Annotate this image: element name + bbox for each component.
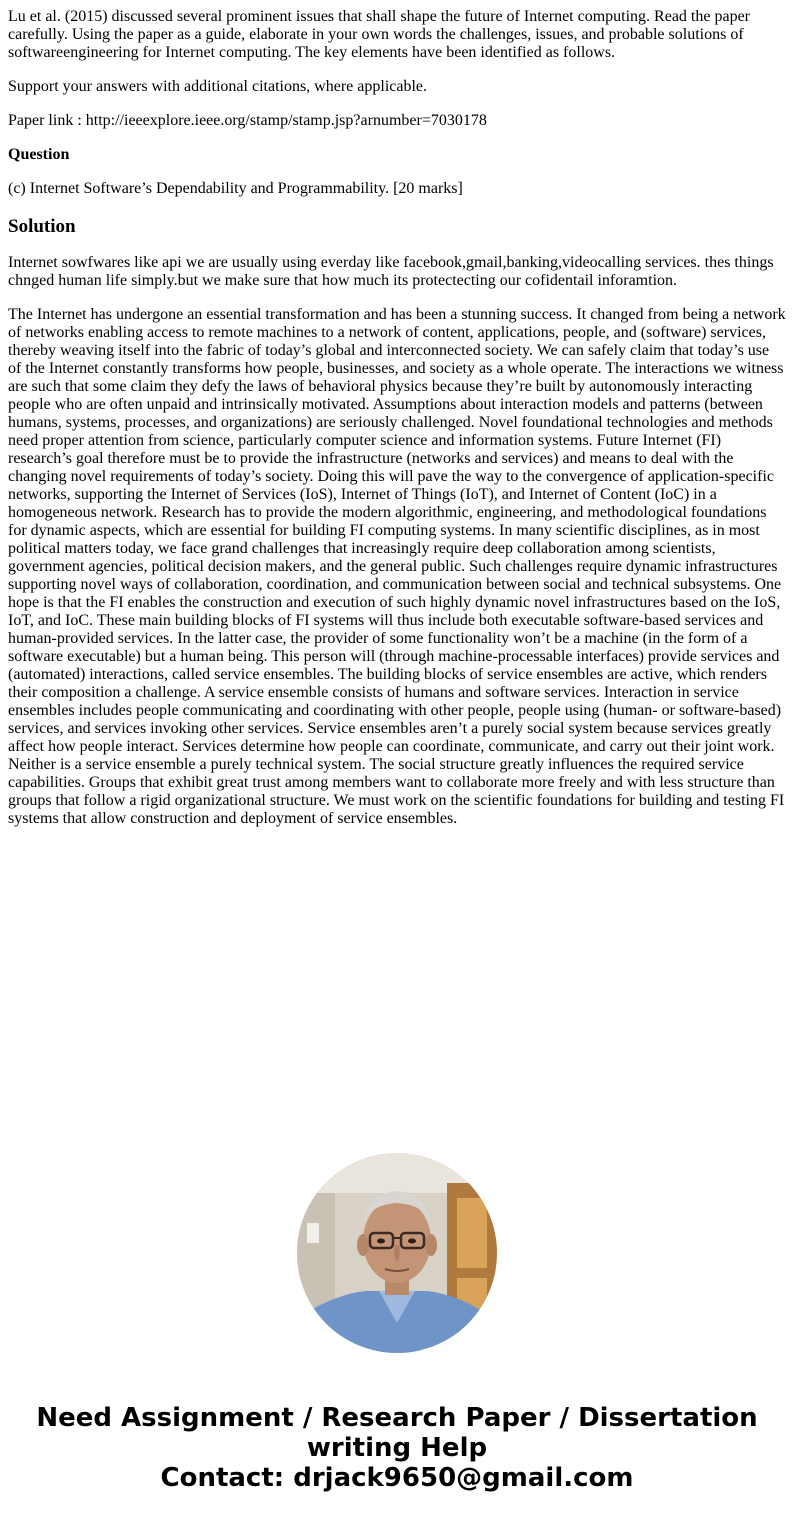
banner-line-1: Need Assignment / Research Paper / Dissertation bbox=[36, 1403, 758, 1433]
banner-line-2: writing Help bbox=[306, 1433, 488, 1463]
solution-paragraph-2: The Internet has undergone an essential transformation and has been a stunning success. It changed from being a network of networks enabling access to remote machines to a network of content, applications, people, and (software) services, thereby weaving itself into the fabric of today’s global and interconnected society. We can safely claim that today’s use of the Internet constantly transforms how people, businesses, and society as a whole operate. The interactions we witness are such that some claim they defy the laws of behavioral physics because they’re built by autonomously interacting people who are often unpaid and intrinsically motivated. Assumptions about interaction models and patterns (between humans, systems, processes, and organizations) are seriously challenged. Novel foundational technologies and methods need proper attention from science, particularly computer science and information systems. Future Internet (FI) research’s goal therefore must be to provide the infrastructure (networks and services) and means to deal with the changing novel requirements of today’s society. Doing this will pave the way to the convergence of application-specific networks, supporting the Internet of Services (IoS), Internet of Things (IoT), and Internet of Content (IoC) in a homogeneous network. Research has to provide the modern algorithmic, engineering, and methodological foundations for dynamic aspects, which are essential for building FI computing systems. In many scientific disciplines, as in most political matters today, we face grand challenges that increasingly require deep collaboration among scientists, government agencies, political decision makers, and the general public. Such challenges require dynamic infrastructures supporting novel ways of collaboration, coordination, and communication between social and technical subsystems. One hope is that the FI enables the construction and execution of such highly dynamic novel infrastructures based on the IoS, IoT, and IoC. These main building blocks of FI systems will thus include both executable software-based services and human-provided services. In the latter case, the provider of some functionality won’t be a machine (in the form of a software executable) but a human being. This person will (through machine-processable interfaces) provide services and (automated) interactions, called service ensembles. The building blocks of service ensembles are active, which renders their composition a challenge. A service ensemble consists of humans and software services. Interaction in service ensembles includes people communicating and coordinating with other people, people using (human- or software-based) services, and services invoking other services. Service ensembles aren’t a purely social system because services greatly affect how people interact. Services determine how people can coordinate, communicate, and carry out their joint work. Neither is a service ensemble a purely technical system. The social structure greatly influences the required service capabilities. Groups that exhibit great trust among members want to collaborate more freely and with less structure than groups that follow a rigid organizational structure. We must work on the scientific foundations for building and testing FI systems that allow construction and deployment of service ensembles. bbox=[8, 306, 786, 827]
solution-paragraph-1: Internet sowfwares like api we are usually using everday like facebook,gmail,banking,videocalling services. thes things chnged human life simply.but we make sure that how much its protectecting our cofidentail inforamtion. bbox=[8, 254, 774, 289]
paper-link: Paper link : http://ieeexplore.ieee.org/stamp/stamp.jsp?arnumber=7030178 bbox=[8, 112, 487, 129]
question-text: (c) Internet Software’s Dependability and Programmability. [20 marks] bbox=[8, 180, 463, 197]
document-body bbox=[8, 8, 786, 844]
support-paragraph: Support your answers with additional citations, where applicable. bbox=[8, 78, 428, 95]
intro-paragraph: Lu et al. (2015) discussed several prominent issues that shall shape the future of Internet computing. Read the paper carefully. Using the paper as a guide, elaborate in your own words the challenges, issues, and probable solutions of softwareengineering for Internet computing. The key elements have been identified as follows. bbox=[8, 8, 751, 61]
contact-banner bbox=[0, 1403, 794, 1493]
author-avatar bbox=[297, 1153, 497, 1353]
solution-heading: Solution bbox=[8, 216, 76, 237]
avatar-portrait bbox=[297, 1153, 497, 1353]
question-heading: Question bbox=[8, 146, 70, 163]
banner-contact-line: Contact: drjack9650@gmail.com bbox=[160, 1463, 634, 1493]
